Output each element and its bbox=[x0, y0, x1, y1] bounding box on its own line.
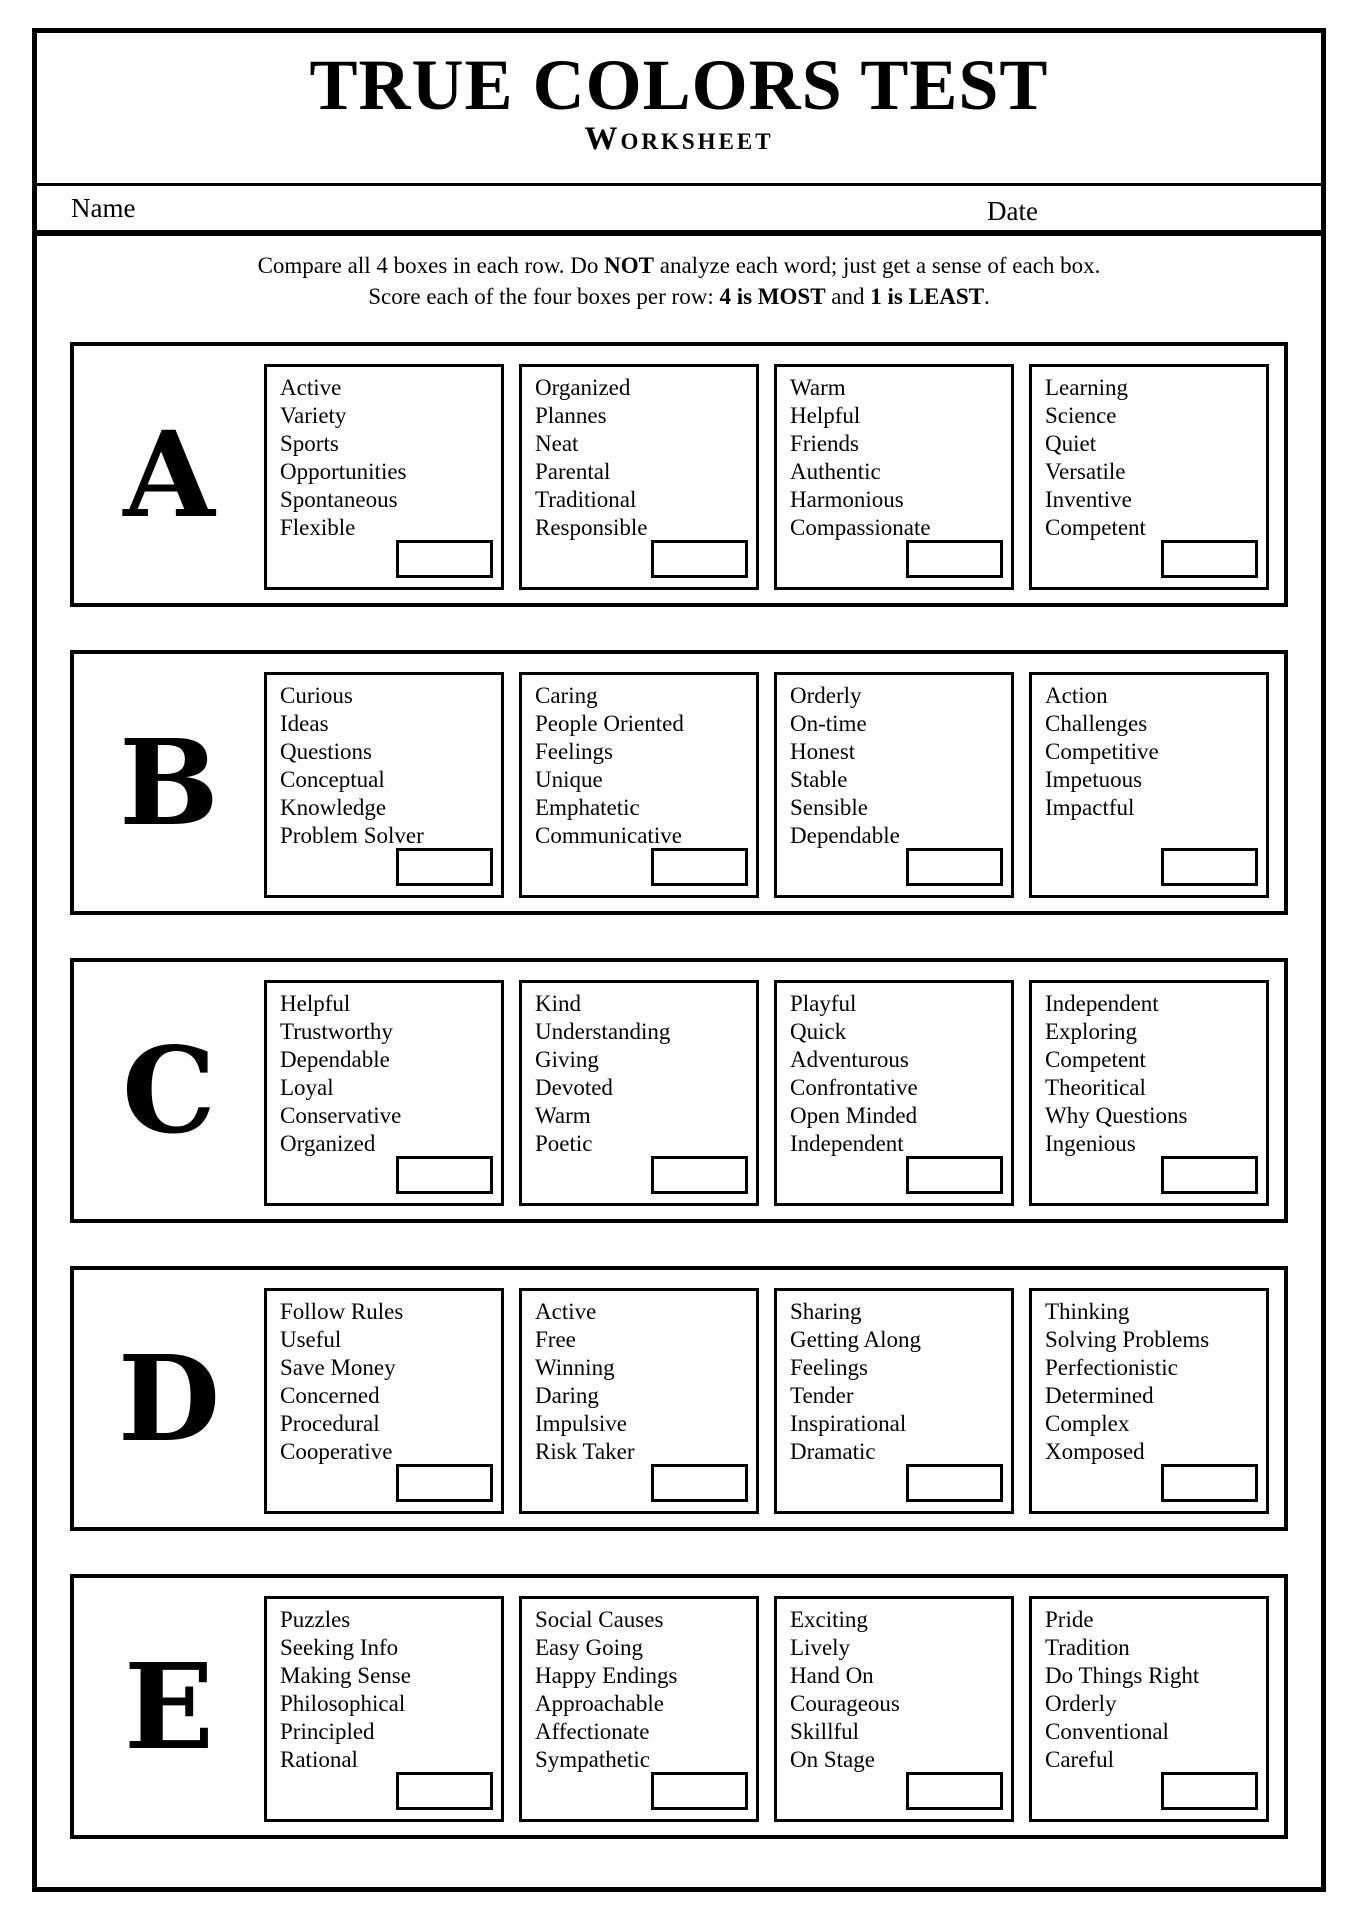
name-input[interactable] bbox=[157, 194, 917, 230]
trait-word: Perfectionistic bbox=[1045, 1355, 1178, 1380]
row-letter: D bbox=[117, 1328, 221, 1468]
trait-word: Feelings bbox=[790, 1355, 868, 1380]
trait-word: Thinking bbox=[1045, 1299, 1130, 1324]
trait-word: Making Sense bbox=[280, 1663, 411, 1688]
row-letter: C bbox=[122, 1020, 216, 1160]
trait-word: Science bbox=[1045, 403, 1117, 428]
score-input[interactable] bbox=[651, 1464, 748, 1502]
score-input[interactable] bbox=[396, 1156, 493, 1194]
rows-container bbox=[37, 342, 1321, 1839]
score-input[interactable] bbox=[906, 1156, 1003, 1194]
row-B bbox=[70, 650, 1288, 915]
trait-word: On-time bbox=[790, 711, 867, 736]
trait-word: Concerned bbox=[280, 1383, 380, 1408]
trait-word: Honest bbox=[790, 739, 856, 764]
row-letter: E bbox=[124, 1636, 214, 1776]
row-letter: B bbox=[119, 712, 219, 852]
trait-box bbox=[519, 364, 759, 590]
trait-word: Harmonious bbox=[790, 487, 904, 512]
trait-box bbox=[1029, 364, 1269, 590]
trait-word: Caring bbox=[535, 683, 598, 708]
trait-word: Dependable bbox=[280, 1047, 390, 1072]
trait-word: Devoted bbox=[535, 1075, 613, 1100]
trait-word: Playful bbox=[790, 991, 857, 1016]
score-input[interactable] bbox=[651, 848, 748, 886]
trait-word: Ingenious bbox=[1045, 1131, 1136, 1156]
trait-boxes bbox=[264, 672, 1269, 898]
trait-box bbox=[264, 672, 504, 898]
trait-word: Happy Endings bbox=[535, 1663, 678, 1688]
trait-word: Social Causes bbox=[535, 1607, 664, 1632]
trait-word: Skillful bbox=[790, 1719, 860, 1744]
score-input[interactable] bbox=[906, 540, 1003, 578]
trait-box bbox=[774, 1288, 1014, 1514]
score-input[interactable] bbox=[396, 1464, 493, 1502]
trait-word: People Oriented bbox=[535, 711, 684, 736]
trait-word: Poetic bbox=[535, 1131, 593, 1156]
score-input[interactable] bbox=[651, 540, 748, 578]
date-input[interactable] bbox=[1047, 194, 1287, 230]
trait-word: Complex bbox=[1045, 1411, 1130, 1436]
trait-word: Pride bbox=[1045, 1607, 1094, 1632]
trait-word: Plannes bbox=[535, 403, 607, 428]
trait-word: Flexible bbox=[280, 515, 356, 540]
trait-word: Spontaneous bbox=[280, 487, 398, 512]
trait-word: Dependable bbox=[790, 823, 900, 848]
trait-word: Sympathetic bbox=[535, 1747, 650, 1772]
trait-word: Confrontative bbox=[790, 1075, 918, 1100]
trait-word: Exploring bbox=[1045, 1019, 1137, 1044]
trait-word: Communicative bbox=[535, 823, 682, 848]
trait-word: Principled bbox=[280, 1719, 375, 1744]
trait-word: Exciting bbox=[790, 1607, 868, 1632]
row-C bbox=[70, 958, 1288, 1223]
trait-word: Easy Going bbox=[535, 1635, 643, 1660]
score-input[interactable] bbox=[1161, 1772, 1258, 1810]
trait-word: Emphatetic bbox=[535, 795, 640, 820]
trait-word: Do Things Right bbox=[1045, 1663, 1200, 1688]
trait-word: Traditional bbox=[535, 487, 637, 512]
trait-word: Sharing bbox=[790, 1299, 862, 1324]
trait-word: Impulsive bbox=[535, 1411, 627, 1436]
trait-word: Independent bbox=[790, 1131, 904, 1156]
trait-boxes bbox=[264, 980, 1269, 1206]
trait-word: Active bbox=[280, 375, 342, 400]
trait-word: Why Questions bbox=[1045, 1103, 1188, 1128]
trait-word: Orderly bbox=[1045, 1691, 1117, 1716]
trait-word: Lively bbox=[790, 1635, 851, 1660]
trait-box bbox=[264, 1596, 504, 1822]
trait-word: Responsible bbox=[535, 515, 648, 540]
trait-word: Puzzles bbox=[280, 1607, 351, 1632]
trait-word: Organized bbox=[535, 375, 631, 400]
trait-word: Kind bbox=[535, 991, 581, 1016]
trait-word: Competent bbox=[1045, 515, 1146, 540]
trait-word: Understanding bbox=[535, 1019, 671, 1044]
trait-word: Conceptual bbox=[280, 767, 385, 792]
name-date-band bbox=[37, 186, 1321, 236]
trait-box bbox=[774, 1596, 1014, 1822]
trait-word: Friends bbox=[790, 431, 859, 456]
trait-box bbox=[1029, 980, 1269, 1206]
trait-box bbox=[774, 364, 1014, 590]
trait-word: Daring bbox=[535, 1383, 599, 1408]
instructions-line-1: Compare all 4 boxes in each row. Do NOT analyze each word; just get a sense of each box. bbox=[257, 253, 1101, 278]
trait-word: Conservative bbox=[280, 1103, 402, 1128]
score-input[interactable] bbox=[1161, 1156, 1258, 1194]
score-input[interactable] bbox=[906, 848, 1003, 886]
trait-word: Sports bbox=[280, 431, 339, 456]
score-input[interactable] bbox=[1161, 848, 1258, 886]
trait-word: Helpful bbox=[790, 403, 861, 428]
trait-word: Impactful bbox=[1045, 795, 1135, 820]
trait-box bbox=[519, 672, 759, 898]
title-block bbox=[37, 33, 1321, 183]
trait-word: Determined bbox=[1045, 1383, 1154, 1408]
trait-word: Loyal bbox=[280, 1075, 334, 1100]
row-D bbox=[70, 1266, 1288, 1531]
trait-word: Orderly bbox=[790, 683, 862, 708]
score-input[interactable] bbox=[906, 1464, 1003, 1502]
trait-box bbox=[1029, 1288, 1269, 1514]
trait-word: Feelings bbox=[535, 739, 613, 764]
trait-box bbox=[1029, 1596, 1269, 1822]
trait-word: Useful bbox=[280, 1327, 342, 1352]
trait-word: Variety bbox=[280, 403, 347, 428]
trait-word: Compassionate bbox=[790, 515, 931, 540]
trait-word: Conventional bbox=[1045, 1719, 1169, 1744]
instructions bbox=[37, 250, 1321, 312]
trait-word: Quick bbox=[790, 1019, 847, 1044]
trait-word: Tender bbox=[790, 1383, 854, 1408]
trait-boxes bbox=[264, 1288, 1269, 1514]
score-input[interactable] bbox=[906, 1772, 1003, 1810]
trait-word: Competent bbox=[1045, 1047, 1146, 1072]
trait-word: Problem Solver bbox=[280, 823, 424, 848]
row-letter: A bbox=[123, 404, 215, 544]
trait-word: Adventurous bbox=[790, 1047, 909, 1072]
worksheet-subtitle: Worksheet bbox=[584, 121, 774, 157]
worksheet-page bbox=[32, 28, 1326, 1892]
trait-word: Questions bbox=[280, 739, 372, 764]
row-E bbox=[70, 1574, 1288, 1839]
trait-word: Procedural bbox=[280, 1411, 380, 1436]
trait-word: Ideas bbox=[280, 711, 329, 736]
trait-word: Trustworthy bbox=[280, 1019, 393, 1044]
trait-box bbox=[774, 980, 1014, 1206]
trait-word: Stable bbox=[790, 767, 848, 792]
trait-word: Follow Rules bbox=[280, 1299, 404, 1324]
trait-word: Tradition bbox=[1045, 1635, 1130, 1660]
score-input[interactable] bbox=[651, 1156, 748, 1194]
trait-word: Parental bbox=[535, 459, 611, 484]
trait-word: Learning bbox=[1045, 375, 1129, 400]
trait-word: Action bbox=[1045, 683, 1108, 708]
trait-word: Neat bbox=[535, 431, 579, 456]
trait-box bbox=[264, 364, 504, 590]
trait-box bbox=[774, 672, 1014, 898]
trait-word: Organized bbox=[280, 1131, 376, 1156]
trait-box bbox=[1029, 672, 1269, 898]
trait-word: Curious bbox=[280, 683, 353, 708]
trait-word: Giving bbox=[535, 1047, 599, 1072]
trait-word: Seeking Info bbox=[280, 1635, 399, 1660]
trait-word: Winning bbox=[535, 1355, 615, 1380]
trait-word: Inspirational bbox=[790, 1411, 907, 1436]
trait-word: Solving Problems bbox=[1045, 1327, 1210, 1352]
trait-word: Cooperative bbox=[280, 1439, 393, 1464]
trait-word: Xomposed bbox=[1045, 1439, 1145, 1464]
score-input[interactable] bbox=[651, 1772, 748, 1810]
score-input[interactable] bbox=[1161, 540, 1258, 578]
trait-word: Affectionate bbox=[535, 1719, 650, 1744]
trait-word: Free bbox=[535, 1327, 576, 1352]
trait-box bbox=[519, 1288, 759, 1514]
trait-word: Inventive bbox=[1045, 487, 1132, 512]
trait-word: Challenges bbox=[1045, 711, 1148, 736]
trait-word: Hand On bbox=[790, 1663, 874, 1688]
trait-word: Courageous bbox=[790, 1691, 900, 1716]
trait-box bbox=[519, 1596, 759, 1822]
trait-word: Sensible bbox=[790, 795, 868, 820]
trait-word: Philosophical bbox=[280, 1691, 406, 1716]
score-input[interactable] bbox=[396, 540, 493, 578]
score-input[interactable] bbox=[1161, 1464, 1258, 1502]
trait-word: Open Minded bbox=[790, 1103, 918, 1128]
trait-word: Rational bbox=[280, 1747, 358, 1772]
trait-word: Opportunities bbox=[280, 459, 407, 484]
trait-box bbox=[264, 980, 504, 1206]
trait-word: Approachable bbox=[535, 1691, 664, 1716]
trait-word: Getting Along bbox=[790, 1327, 921, 1352]
trait-word: On Stage bbox=[790, 1747, 875, 1772]
trait-word: Dramatic bbox=[790, 1439, 876, 1464]
score-input[interactable] bbox=[396, 1772, 493, 1810]
trait-boxes bbox=[264, 1596, 1269, 1822]
trait-word: Impetuous bbox=[1045, 767, 1143, 792]
worksheet-title: TRUE COLORS TEST bbox=[309, 45, 1049, 125]
score-input[interactable] bbox=[396, 848, 493, 886]
trait-word: Careful bbox=[1045, 1747, 1114, 1772]
trait-boxes bbox=[264, 364, 1269, 590]
trait-box bbox=[264, 1288, 504, 1514]
trait-word: Authentic bbox=[790, 459, 881, 484]
trait-word: Competitive bbox=[1045, 739, 1159, 764]
trait-word: Helpful bbox=[280, 991, 351, 1016]
row-A bbox=[70, 342, 1288, 607]
trait-word: Independent bbox=[1045, 991, 1159, 1016]
name-label: Name bbox=[71, 192, 136, 223]
trait-word: Warm bbox=[535, 1103, 591, 1128]
trait-word: Risk Taker bbox=[535, 1439, 635, 1464]
date-label: Date bbox=[987, 196, 1038, 226]
trait-box bbox=[519, 980, 759, 1206]
trait-word: Active bbox=[535, 1299, 597, 1324]
trait-word: Knowledge bbox=[280, 795, 387, 820]
trait-word: Versatile bbox=[1045, 459, 1126, 484]
trait-word: Warm bbox=[790, 375, 846, 400]
trait-word: Save Money bbox=[280, 1355, 396, 1380]
trait-word: Theoritical bbox=[1045, 1075, 1146, 1100]
trait-word: Unique bbox=[535, 767, 603, 792]
instructions-line-2: Score each of the four boxes per row: 4 is MOST and 1 is LEAST. bbox=[368, 284, 990, 309]
trait-word: Quiet bbox=[1045, 431, 1097, 456]
